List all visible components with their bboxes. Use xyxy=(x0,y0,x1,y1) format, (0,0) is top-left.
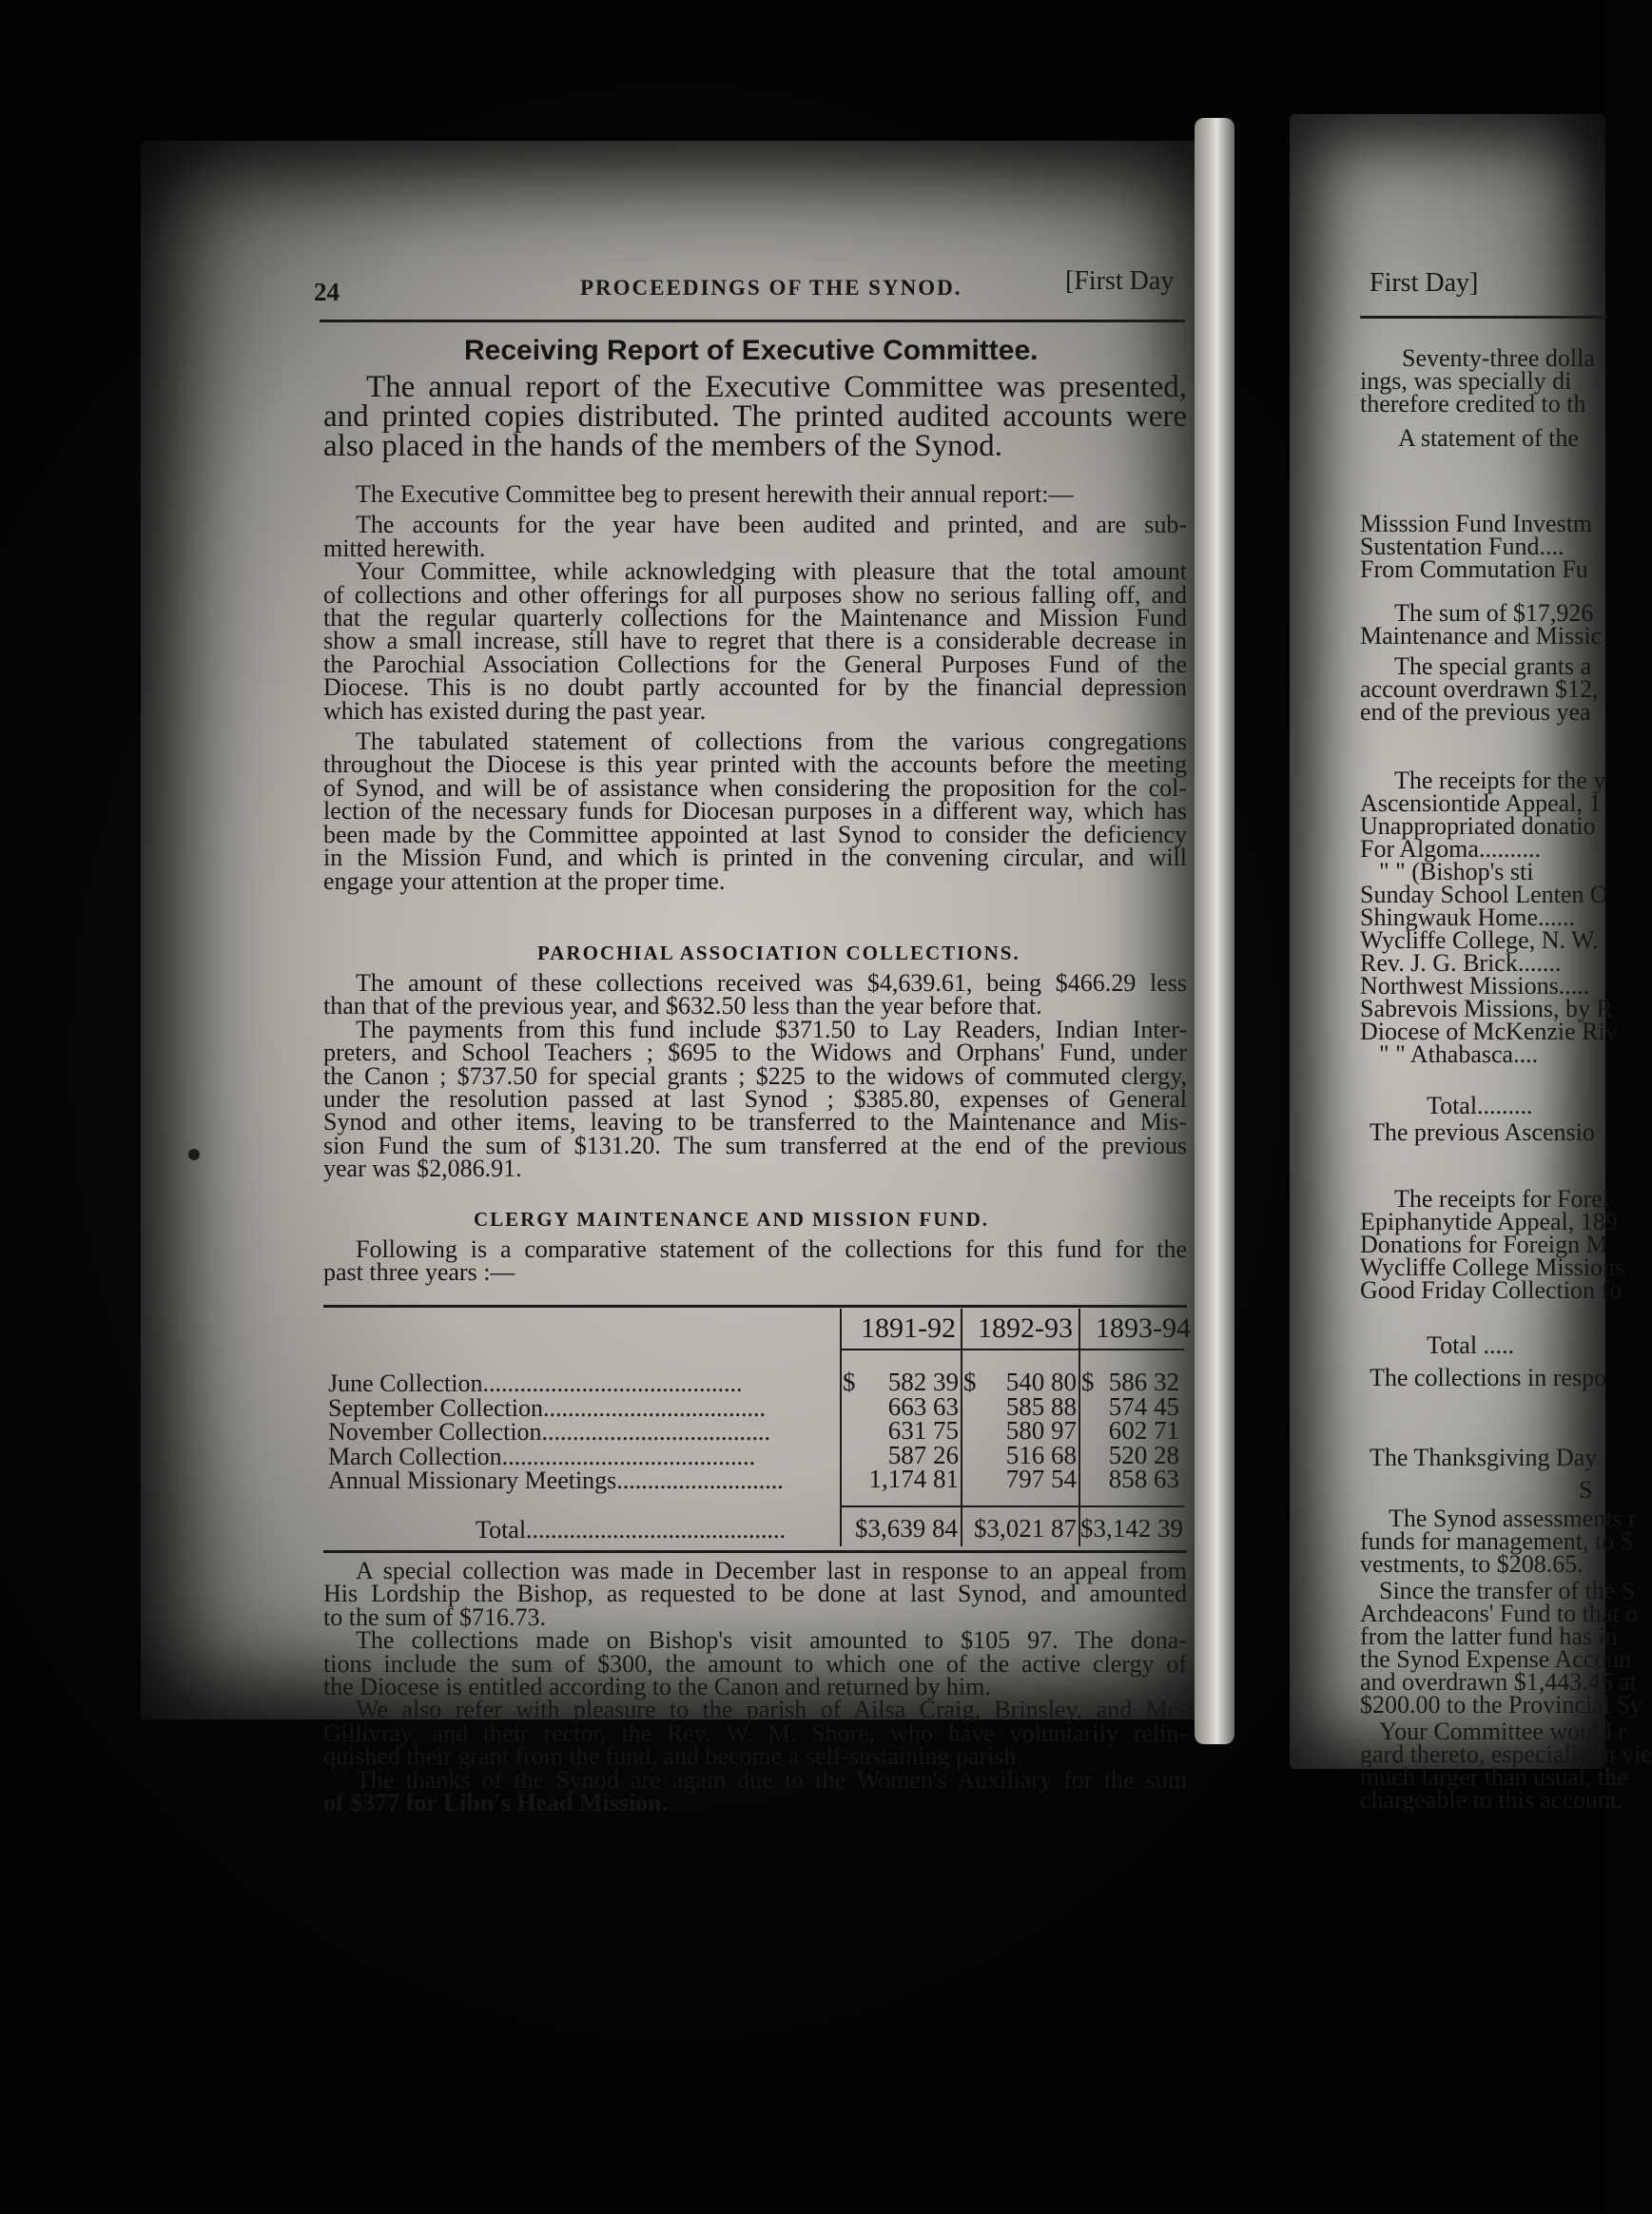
right-page-line: chargeable to this account. xyxy=(1360,1786,1623,1814)
closing-line: to the sum of $716.73. xyxy=(323,1602,546,1631)
closing-line: quished their grant from the fund, and become a self-sustaining parish. xyxy=(323,1742,1023,1771)
clergy-paragraph xyxy=(323,1235,1187,1287)
right-page-line: For Algoma.......... xyxy=(1360,835,1541,863)
report-line: throughout the Diocese is this year printed with the accounts before the meeting xyxy=(323,750,1187,779)
right-page-line: Wycliffe College Missions xyxy=(1360,1253,1625,1281)
column-header: 1892-93 xyxy=(978,1312,1073,1344)
table-cell: 663 63 xyxy=(887,1391,959,1421)
column-header: 1891-92 xyxy=(861,1312,956,1344)
right-page-line: Sunday School Lenten O xyxy=(1360,881,1608,908)
right-page-line: Since the transfer of the S xyxy=(1379,1577,1636,1604)
table-cell: 585 88 xyxy=(1005,1391,1077,1421)
table-cell: 797 54 xyxy=(1005,1465,1077,1493)
page-number: 24 xyxy=(314,278,340,306)
right-page-line: Diocese of McKenzie Riv xyxy=(1360,1018,1618,1045)
table-cell: 587 26 xyxy=(887,1440,959,1469)
intro-line: also placed in the hands of the members of the Synod. xyxy=(323,429,1002,463)
report-line: Your Committee, while acknowledging with pleasure that the total amount xyxy=(356,557,1187,586)
closing-line: The collections made on Bishop's visit amounted to $105 97. The dona- xyxy=(356,1626,1187,1655)
right-page-line: The Synod assessments r xyxy=(1389,1505,1637,1532)
parochial-line: The amount of these collections received was $4,639.61, being $466.29 less xyxy=(356,969,1187,997)
table-row-label: November Collection..................................... xyxy=(328,1418,771,1446)
total-rule xyxy=(842,1505,1184,1507)
column-header: 1893-94 xyxy=(1096,1312,1191,1344)
right-page-line: and overdrawn $1,443.45 at xyxy=(1360,1668,1637,1696)
table-cell: 580 97 xyxy=(1005,1416,1077,1445)
right-page-line: Seventy-three dolla xyxy=(1402,344,1595,372)
parochial-line: than that of the previous year, and $632.50 less than the year before that. xyxy=(323,992,1042,1020)
report-line: been made by the Committee appointed at last Synod to consider the deficiency xyxy=(323,820,1187,848)
section-title: Receiving Report of Executive Committee. xyxy=(464,335,1039,366)
right-page-line: The special grants a xyxy=(1394,652,1592,680)
report-line: that the regular quarterly collections for the Maintenance and Mission Fund xyxy=(323,604,1187,632)
right-page-line: from the latter fund has in xyxy=(1360,1622,1618,1650)
table-cell: 602 71 xyxy=(1108,1416,1179,1445)
report-line: which has existed during the past year. xyxy=(323,696,707,725)
intro-line: The annual report of the Executive Committee was presented, xyxy=(366,370,1187,404)
right-page-line: The previous Ascensio xyxy=(1370,1118,1595,1146)
closing-line: tions include the sum of $300, the amount to which one of the active clergy of xyxy=(323,1649,1187,1678)
report-line: of collections and other offerings for all purposes show no serious falling off, and xyxy=(323,580,1187,609)
right-page-line: Sabrevois Missions, by R xyxy=(1360,995,1613,1022)
table-cell: 540 80 xyxy=(1005,1368,1077,1396)
report-line: in the Mission Fund, and which is printed in the convening circular, and will xyxy=(323,844,1187,872)
right-page-line: From Commutation Fu xyxy=(1360,555,1588,583)
table-top-rule xyxy=(323,1305,1187,1308)
table-cell: 631 75 xyxy=(887,1416,959,1445)
right-page-line: Your Committee would r xyxy=(1379,1718,1626,1745)
report-line: The accounts for the year have been audited and printed, and are sub- xyxy=(356,511,1187,539)
parochial-paragraphs xyxy=(323,969,1187,1183)
right-page-line: end of the previous yea xyxy=(1360,698,1591,726)
right-page-line: therefore credited to th xyxy=(1360,390,1586,418)
report-line: lection of the necessary funds for Diocesan purposes in a different way, which has xyxy=(323,797,1187,825)
clergy-line: past three years :— xyxy=(323,1258,515,1287)
table-row-label: June Collection.......................................... xyxy=(328,1369,743,1397)
right-page-line: Northwest Missions..... xyxy=(1360,972,1590,1000)
right-page-line: Maintenance and Missic xyxy=(1360,622,1603,650)
dollar-sign: $ xyxy=(963,1368,977,1396)
right-page-line: Archdeacons' Fund to that o xyxy=(1360,1600,1639,1627)
table-row-label: March Collection......................................... xyxy=(328,1442,756,1470)
parochial-line: year was $2,086.91. xyxy=(323,1155,522,1183)
right-page-line: gard thereto, especially in vie xyxy=(1360,1740,1652,1768)
table-cell: 586 32 xyxy=(1108,1368,1179,1396)
clergy-heading: CLERGY MAINTENANCE AND MISSION FUND. xyxy=(474,1208,990,1231)
right-page-line: much larger than usual, the xyxy=(1360,1763,1628,1791)
closing-line: the Diocese is entitled according to the Canon and returned by him. xyxy=(323,1673,991,1701)
right-day-label: First Day] xyxy=(1370,268,1479,298)
closing-paragraphs xyxy=(323,1557,1187,1817)
parochial-heading: PAROCHIAL ASSOCIATION COLLECTIONS. xyxy=(537,942,1020,964)
right-page-line: Ascensiontide Appeal, 1 xyxy=(1360,789,1602,817)
right-page-line: Good Friday Collection fo xyxy=(1360,1276,1623,1304)
closing-line: Gillivray, and their rector, the Rev. W. M. Shore, who have voluntarily relin- xyxy=(323,1719,1187,1747)
total-label: Total.......................................... xyxy=(476,1516,787,1544)
margin-dot xyxy=(188,1149,200,1160)
right-page-line: S xyxy=(1579,1476,1593,1504)
right-page-line: A statement of the xyxy=(1398,424,1579,452)
right-page-line: Donations for Foreign M xyxy=(1360,1231,1608,1258)
right-page-line: The receipts for Forei xyxy=(1394,1185,1609,1213)
right-page-line: Shingwauk Home...... xyxy=(1360,903,1576,931)
dollar-sign: $ xyxy=(1081,1368,1095,1396)
right-page-line: The sum of $17,926 xyxy=(1394,599,1594,627)
running-head: PROCEEDINGS OF THE SYNOD. xyxy=(580,276,962,300)
right-page-line: Misssion Fund Investm xyxy=(1360,510,1593,537)
clergy-line: Following is a comparative statement of the collections for this fund for the xyxy=(356,1235,1187,1263)
header-rule xyxy=(320,320,1185,322)
right-page-line: the Synod Expense Accoun xyxy=(1360,1645,1632,1673)
total-value: $3,142 39 xyxy=(1080,1514,1183,1543)
right-page-line: The Thanksgiving Day xyxy=(1370,1444,1598,1471)
day-label: [First Day xyxy=(1065,266,1175,296)
right-page-line: Epiphanytide Appeal, 189 xyxy=(1360,1208,1618,1235)
right-page-line: Wycliffe College, N. W. xyxy=(1360,926,1599,954)
parochial-line: The payments from this fund include $371.50 to Lay Readers, Indian Inter- xyxy=(356,1015,1187,1043)
right-page-line: The collections in respo xyxy=(1370,1364,1607,1391)
report-line: mitted herewith. xyxy=(323,534,486,562)
parochial-line: Synod and other items, leaving to be transferred to the Maintenance and Mis- xyxy=(323,1108,1187,1136)
dollar-sign: $ xyxy=(843,1368,856,1396)
right-page-line: " " (Bishop's sti xyxy=(1379,858,1534,885)
right-page-line: Total ..... xyxy=(1427,1331,1515,1359)
right-page-line: Rev. J. G. Brick....... xyxy=(1360,949,1562,977)
closing-line: A special collection was made in December last in response to an appeal from xyxy=(356,1557,1187,1584)
report-line: The tabulated statement of collections from the various congregations xyxy=(356,728,1187,756)
right-page-line: vestments, to $208.65. xyxy=(1360,1550,1584,1578)
right-page-line: " " Athabasca.... xyxy=(1379,1040,1539,1068)
total-value: $3,021 87 xyxy=(974,1514,1077,1543)
report-line: The Executive Committee beg to present herewith their annual report:— xyxy=(356,480,1074,508)
right-page-line: Sustentation Fund.... xyxy=(1360,533,1565,560)
intro-paragraph xyxy=(323,370,1187,463)
right-page-line: ings, was specially di xyxy=(1360,367,1572,395)
table-cell: 858 63 xyxy=(1108,1465,1179,1493)
report-line: engage your attention at the proper time. xyxy=(323,866,726,895)
table-cell: 582 39 xyxy=(887,1368,959,1396)
report-line: the Parochial Association Collections for the General Purposes Fund of the xyxy=(323,650,1187,678)
intro-line: and printed copies distributed. The printed audited accounts were xyxy=(323,399,1187,434)
right-header-rule xyxy=(1360,316,1607,319)
table-row-label: September Collection.................................... xyxy=(328,1393,767,1422)
table-cell: 520 28 xyxy=(1108,1440,1179,1469)
table-row-label: Annual Missionary Meetings........................... xyxy=(328,1466,784,1494)
closing-line: We also refer with pleasure to the parish of Ailsa Craig, Brinsley, and Mc- xyxy=(356,1696,1187,1724)
column-divider xyxy=(961,1309,962,1546)
report-paragraphs xyxy=(323,480,1187,895)
report-line: show a small increase, still have to regret that there is a considerable decrease in xyxy=(323,627,1187,655)
header-underline xyxy=(842,1349,1184,1350)
column-divider xyxy=(840,1309,842,1546)
column-divider xyxy=(1079,1309,1080,1546)
right-page-line: Unappropriated donatio xyxy=(1360,812,1596,840)
closing-line: of $377 for Libn's Head Mission. xyxy=(323,1789,669,1817)
closing-line: The thanks of the Synod are again due to the Women's Auxiliary for the sum xyxy=(356,1765,1187,1794)
total-value: $3,639 84 xyxy=(855,1514,958,1543)
closing-line: His Lordship the Bishop, as requested to be done at last Synod, and amounted xyxy=(323,1580,1187,1608)
report-line: Diocese. This is no doubt partly accounted for by the financial depression xyxy=(323,673,1187,702)
right-page-line: account overdrawn $12, xyxy=(1360,675,1599,703)
table-bottom-rule xyxy=(323,1550,1187,1553)
table-cell: 516 68 xyxy=(1005,1440,1077,1469)
right-page-line: $200.00 to the Provincial Sy xyxy=(1360,1691,1642,1719)
table-cell: 574 45 xyxy=(1108,1391,1179,1421)
parochial-line: the Canon ; $737.50 for special grants ; $225 to the widows of commuted clergy, xyxy=(323,1061,1187,1090)
right-page-line: The receipts for the y xyxy=(1394,767,1606,794)
right-page-line: Total......... xyxy=(1427,1092,1533,1119)
report-line: of Synod, and will be of assistance when considering the proposition for the col- xyxy=(323,773,1187,802)
parochial-line: preters, and School Teachers ; $695 to the Widows and Orphans' Fund, under xyxy=(323,1039,1187,1067)
table-cell: 1,174 81 xyxy=(868,1465,959,1493)
right-page-line: funds for management, to $ xyxy=(1360,1527,1633,1555)
parochial-line: sion Fund the sum of $131.20. The sum transferred at the end of the previous xyxy=(323,1131,1187,1159)
parochial-line: under the resolution passed at last Synod ; $385.80, expenses of General xyxy=(323,1085,1187,1114)
